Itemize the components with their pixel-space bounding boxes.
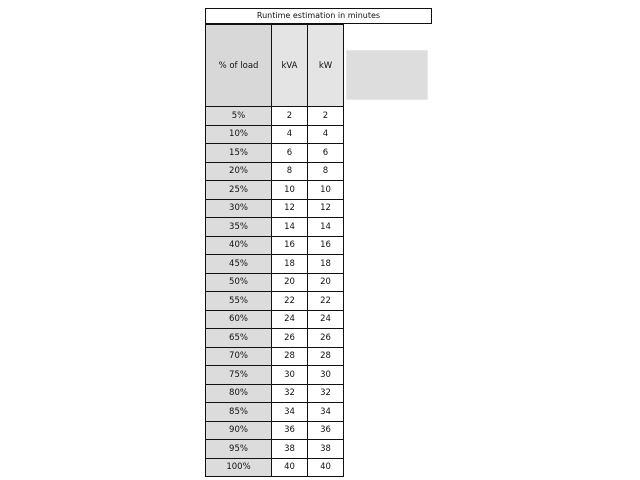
kva-cell: 10 <box>272 181 308 200</box>
table-row <box>206 292 344 311</box>
kva-cell: 18 <box>272 255 308 274</box>
table-row <box>206 107 344 126</box>
table-row <box>206 366 344 385</box>
load-cell: 10% <box>206 125 272 144</box>
header-kw: kW <box>308 25 344 107</box>
kva-cell: 26 <box>272 329 308 348</box>
kw-cell: 8 <box>308 162 344 181</box>
table-row <box>206 162 344 181</box>
kva-cell: 34 <box>272 403 308 422</box>
kva-cell: 12 <box>272 199 308 218</box>
kva-cell: 40 <box>272 458 308 477</box>
kw-cell: 12 <box>308 199 344 218</box>
table-body <box>206 107 344 477</box>
load-cell: 5% <box>206 107 272 126</box>
load-cell: 100% <box>206 458 272 477</box>
table-row <box>206 421 344 440</box>
table-row <box>206 310 344 329</box>
load-cell: 90% <box>206 421 272 440</box>
load-cell: 95% <box>206 440 272 459</box>
kva-cell: 22 <box>272 292 308 311</box>
kva-cell: 4 <box>272 125 308 144</box>
kw-cell: 10 <box>308 181 344 200</box>
kw-cell: 32 <box>308 384 344 403</box>
header-kva: kVA <box>272 25 308 107</box>
kw-cell: 34 <box>308 403 344 422</box>
load-cell: 25% <box>206 181 272 200</box>
header-load: % of load <box>206 25 272 107</box>
load-cell: 50% <box>206 273 272 292</box>
kw-cell: 40 <box>308 458 344 477</box>
kw-cell: 4 <box>308 125 344 144</box>
load-cell: 65% <box>206 329 272 348</box>
kva-cell: 38 <box>272 440 308 459</box>
table-row <box>206 458 344 477</box>
table-row <box>206 347 344 366</box>
load-cell: 80% <box>206 384 272 403</box>
kw-cell: 30 <box>308 366 344 385</box>
table-row <box>206 255 344 274</box>
load-cell: 45% <box>206 255 272 274</box>
header-row <box>206 25 344 107</box>
table-title: Runtime estimation in minutes <box>205 8 432 24</box>
load-cell: 70% <box>206 347 272 366</box>
kva-cell: 24 <box>272 310 308 329</box>
side-gray-box <box>346 50 428 100</box>
load-cell: 30% <box>206 199 272 218</box>
table-row <box>206 125 344 144</box>
table-row <box>206 144 344 163</box>
kw-cell: 14 <box>308 218 344 237</box>
table-row <box>206 236 344 255</box>
kva-cell: 14 <box>272 218 308 237</box>
table-row <box>206 329 344 348</box>
kva-cell: 36 <box>272 421 308 440</box>
load-cell: 75% <box>206 366 272 385</box>
runtime-table <box>205 24 344 477</box>
kva-cell: 8 <box>272 162 308 181</box>
kw-cell: 2 <box>308 107 344 126</box>
kw-cell: 28 <box>308 347 344 366</box>
kw-cell: 16 <box>308 236 344 255</box>
kva-cell: 6 <box>272 144 308 163</box>
kva-cell: 16 <box>272 236 308 255</box>
kw-cell: 24 <box>308 310 344 329</box>
table-row <box>206 440 344 459</box>
table-row <box>206 273 344 292</box>
kva-cell: 20 <box>272 273 308 292</box>
kva-cell: 2 <box>272 107 308 126</box>
load-cell: 20% <box>206 162 272 181</box>
load-cell: 40% <box>206 236 272 255</box>
load-cell: 35% <box>206 218 272 237</box>
load-cell: 15% <box>206 144 272 163</box>
kva-cell: 28 <box>272 347 308 366</box>
load-cell: 85% <box>206 403 272 422</box>
table-row <box>206 181 344 200</box>
table-row <box>206 403 344 422</box>
table-row <box>206 218 344 237</box>
kw-cell: 20 <box>308 273 344 292</box>
kw-cell: 38 <box>308 440 344 459</box>
kva-cell: 32 <box>272 384 308 403</box>
load-cell: 60% <box>206 310 272 329</box>
load-cell: 55% <box>206 292 272 311</box>
table-row <box>206 384 344 403</box>
kw-cell: 6 <box>308 144 344 163</box>
kw-cell: 26 <box>308 329 344 348</box>
kva-cell: 30 <box>272 366 308 385</box>
kw-cell: 22 <box>308 292 344 311</box>
kw-cell: 36 <box>308 421 344 440</box>
table-row <box>206 199 344 218</box>
kw-cell: 18 <box>308 255 344 274</box>
